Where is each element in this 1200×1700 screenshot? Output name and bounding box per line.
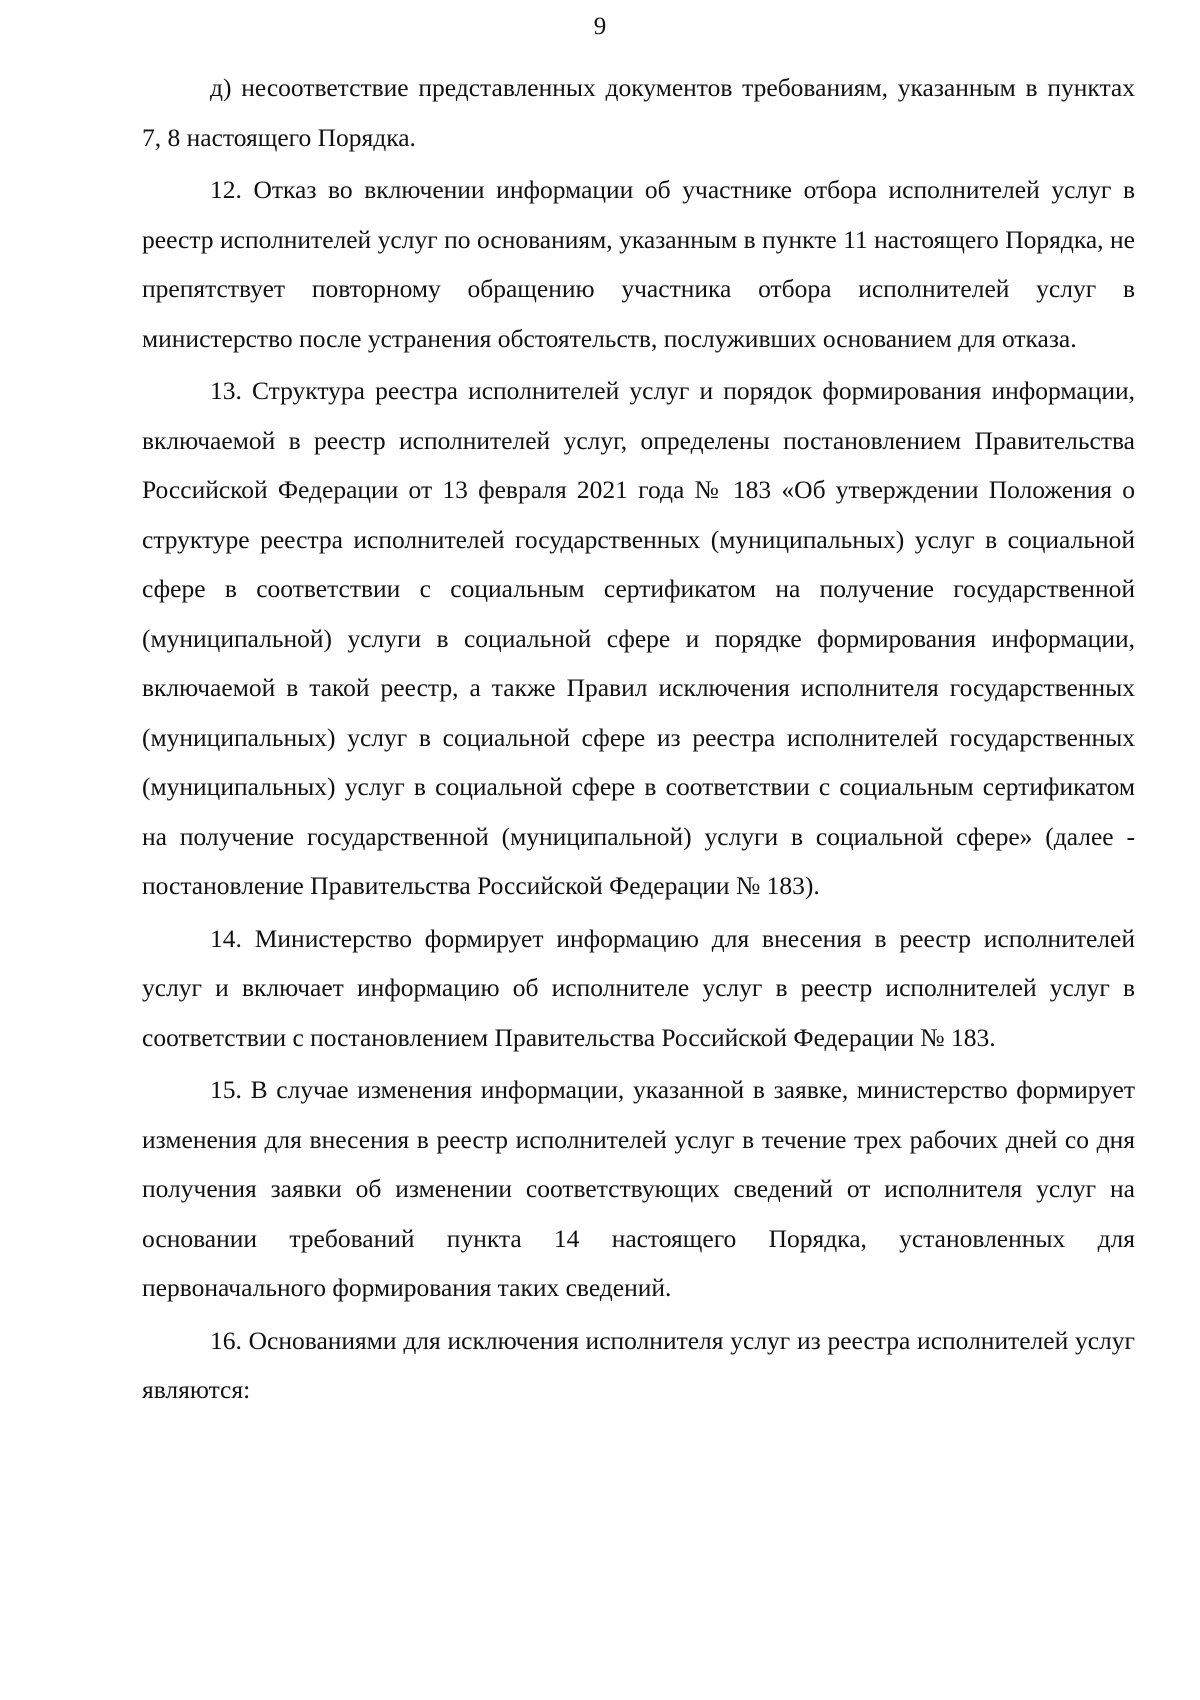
paragraph-16: 16. Основаниями для исключения исполнителя услуг из реестра исполнителей услуг являются:	[142, 1325, 1135, 1404]
paragraph-15: 15. В случае изменения информации, указанной в заявке, министерство формирует изменения для внесения в реестр исполнителей услуг в течение трех рабочих дней со дня получения заявки об изменении соответствующих сведений от исполнителя услуг на основании требований пункта 14 настоящего Порядка, установленных для первоначального формирования таких сведений.	[142, 1075, 1135, 1302]
page-number: 9	[593, 13, 607, 40]
document-body	[142, 63, 1135, 1415]
paragraph-12: 12. Отказ во включении информации об участнике отбора исполнителей услуг в реестр исполнителей услуг по основаниям, указанным в пункте 11 настоящего Порядка, не препятствует повторному обращению участника отбора исполнителей услуг в министерство после устранения обстоятельств, послуживших основанием для отказа.	[142, 175, 1135, 353]
paragraph-11d: д) несоответствие представленных документов требованиям, указанным в пунктах 7, 8 настоящего Порядка.	[142, 73, 1135, 152]
paragraph-14: 14. Министерство формирует информацию для внесения в реестр исполнителей услуг и включает информацию об исполнителе услуг в реестр исполнителей услуг в соответствии с постановлением Правительства Российской Федерации № 183.	[142, 923, 1135, 1052]
paragraph-13: 13. Структура реестра исполнителей услуг и порядок формирования информации, включаемой в реестр исполнителей услуг, определены постановлением Правительства Российской Федерации от 13 февраля 2021 года № 183 «Об утверждении Положения о структуре реестра исполнителей государственных (муниципальных) услуг в социальной сфере в соответствии с социальным сертификатом на получение государственной (муниципальной) услуги в социальной сфере и порядке формирования информации, включаемой в такой реестр, а также Правил исключения исполнителя государственных (муниципальных) услуг в социальной сфере из реестра исполнителей государственных (муниципальных) услуг в социальной сфере в соответствии с социальным сертификатом на получение государственной (муниципальной) услуги в социальной сфере» (далее - постановление Правительства Российской Федерации № 183).	[142, 376, 1135, 900]
